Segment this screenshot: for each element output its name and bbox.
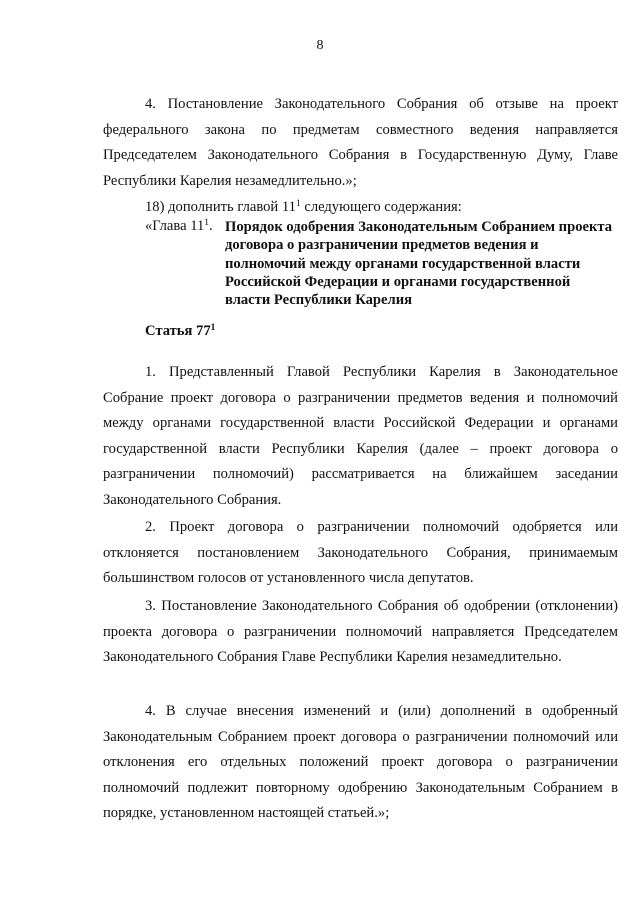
article-paragraph-3: 3. Постановление Законодательного Собрания об одобрении (отклонении) проекта договора о разграничении полномочий направляется Председателем Законодательного Собрания Главе Республики Карелия незамедлительно.	[103, 598, 618, 665]
chapter-label-superscript: 1	[204, 218, 210, 228]
paragraph-item-18	[103, 195, 618, 221]
item18-text-before: 18) дополнить главой 11	[145, 199, 296, 215]
page-number: 8	[316, 38, 324, 53]
item18-superscript: 1	[295, 199, 301, 209]
chapter-title: Порядок одобрения Законодательным Собранием проекта договора о разграничении предметов ведения и полномочий между органами государственной власти Российской Федерации и органами государственной власти Республики Карелия	[225, 219, 613, 309]
chapter-label-suffix: .	[209, 218, 213, 234]
article-title-superscript: 1	[210, 323, 216, 333]
article-title	[145, 323, 215, 340]
chapter-label-prefix: «Глава 11	[145, 218, 205, 234]
item18-text-after: следующего содержания:	[300, 199, 462, 215]
paragraph-p4-continuation: 4. Постановление Законодательного Собрания об отзыве на проект федерального закона по предметам совместного ведения направляется Председателем Законодательного Собрания в Государственную Думу, Главе Республики Карелия незамедлительно.»;	[103, 96, 618, 189]
article-paragraph-1: 1. Представленный Главой Республики Карелия в Законодательное Собрание проект договора о разграничении предметов ведения и полномочий между органами государственной власти Российской Федерации и органами государственной власти Республики Карелия (далее – проект договора о разграничении полномочий) рассматривается на ближайшем заседании Законодательного Собрания.	[103, 364, 618, 508]
article-paragraph-2: 2. Проект договора о разграничении полномочий одобряется или отклоняется постановлением Законодательного Собрания, принимаемым большинством голосов от установленного числа депутатов.	[103, 519, 618, 586]
chapter-label	[145, 218, 213, 235]
article-paragraph-4: 4. В случае внесения изменений и (или) дополнений в одобренный Законодательным Собранием проект договора о разграничении полномочий или отклонения его отдельных положений проект договора о разграничении полномочий подлежит повторному одобрению Законодательным Собранием в порядке, установленном настоящей статьей.»;	[103, 703, 618, 821]
article-title-prefix: Статья 77	[145, 323, 211, 339]
